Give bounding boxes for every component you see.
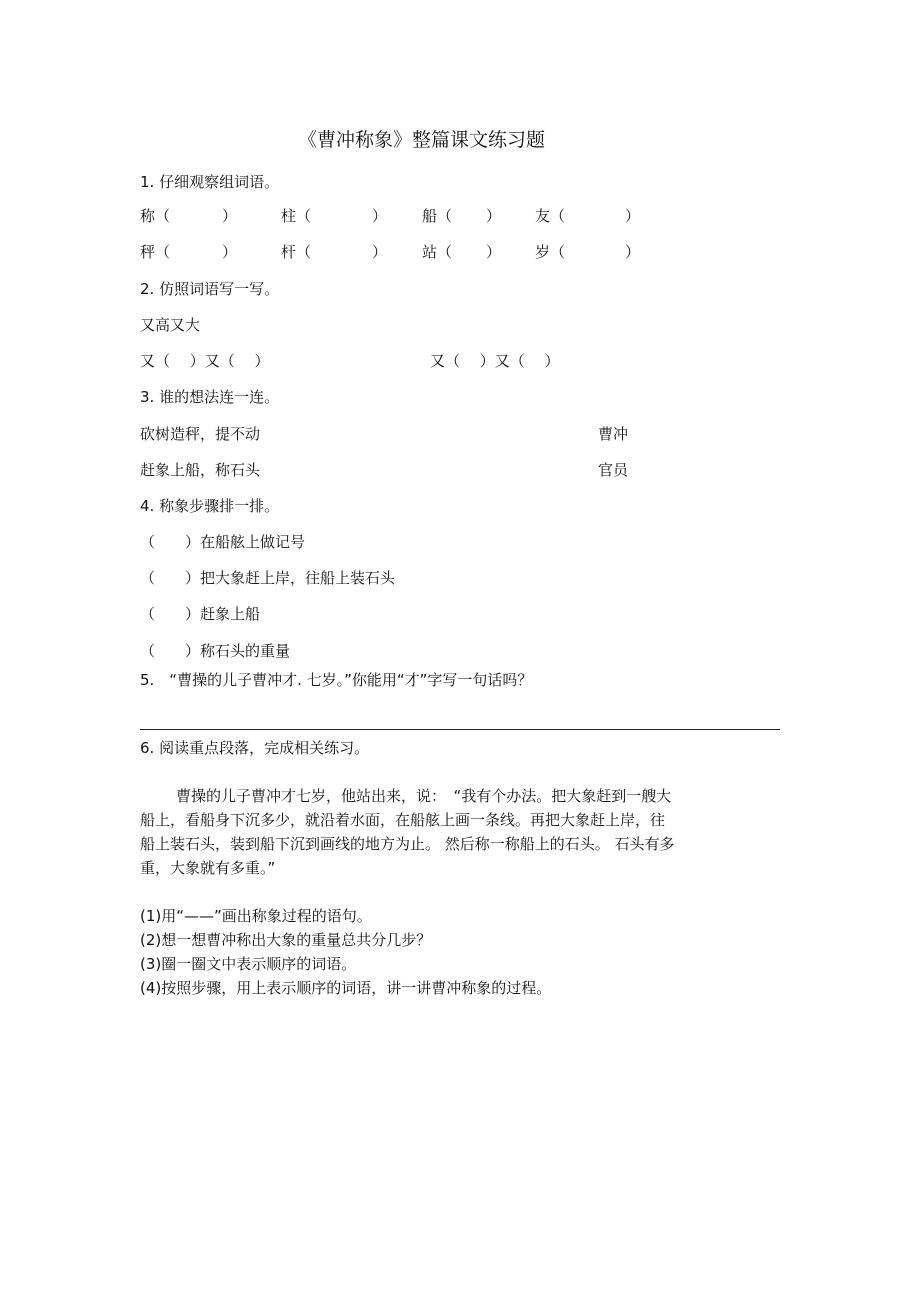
word-cheng-close: ） (222, 207, 238, 225)
word-sui-close: ） (625, 243, 641, 261)
word-gan-close: ） (372, 243, 388, 261)
question-3-label: 3. 谁的想法连一连。 (140, 388, 280, 406)
word-zhu-open: 柱（ (281, 207, 312, 225)
word-sui-open: 岁（ (535, 243, 566, 261)
question-1-label: 1. 仔细观察组词语。 (140, 173, 280, 191)
match-left-1: 砍树造秤，提不动 (140, 425, 261, 443)
passage-line: 曹操的儿子曹冲才七岁，他站出来，说： “我有个办法。把大象赶到一艘大 (176, 787, 672, 805)
question-2-label: 2. 仿照词语写一写。 (140, 280, 280, 298)
step-item: （ ）称石头的重量 (140, 642, 291, 660)
step-item: （ ）在船舷上做记号 (140, 533, 306, 551)
word-cheng2-open: 秤（ (140, 243, 171, 261)
phrase-blank-a: 又（ ）又（ ） (140, 352, 270, 370)
phrase-blank-b: 又（ ）又（ ） (430, 352, 560, 370)
word-chuan-close: ） (486, 207, 502, 225)
sub-question: (3)圈一圈文中表示顺序的词语。 (140, 955, 357, 973)
passage-line: 船上装石头，装到船下沉到画线的地方为止。 然后称一称船上的石头。 石头有多 (140, 835, 675, 853)
word-zhu-close: ） (372, 207, 388, 225)
question-4-label: 4. 称象步骤排一排。 (140, 497, 280, 515)
passage-line: 船上，看船身下沉多少，就沿着水面，在船舷上画一条线。再把大象赶上岸，往 (140, 811, 666, 829)
sub-question: (2)想一想曹冲称出大象的重量总共分几步？ (140, 931, 432, 949)
word-zhan-open: 站（ (422, 243, 453, 261)
word-zhan-close: ） (486, 243, 502, 261)
page-title: 《曹冲称象》整篇课文练习题 (298, 129, 546, 151)
step-item: （ ）赶象上船 (140, 605, 261, 623)
question-5-label: 5. “曹操的儿子曹冲才. 七岁。”你能用“才”字写一句话吗？ (140, 671, 533, 689)
word-cheng2-close: ） (222, 243, 238, 261)
question-6-label: 6. 阅读重点段落，完成相关练习。 (140, 739, 370, 757)
match-right-1: 曹冲 (598, 425, 629, 443)
word-chuan-open: 船（ (422, 207, 453, 225)
example-phrase: 又高又大 (140, 316, 201, 334)
match-left-2: 赶象上船，称石头 (140, 461, 261, 479)
match-right-2: 官员 (598, 461, 629, 479)
passage-line: 重，大象就有多重。” (140, 859, 276, 877)
answer-line (140, 729, 780, 730)
word-cheng-open: 称（ (140, 207, 171, 225)
word-gan-open: 杆（ (281, 243, 312, 261)
step-item: （ ）把大象赶上岸，往船上装石头 (140, 569, 396, 587)
sub-question: (1)用“——”画出称象过程的语句。 (140, 907, 372, 925)
word-you-close: ） (625, 207, 641, 225)
sub-question: (4)按照步骤，用上表示顺序的词语，讲一讲曹冲称象的过程。 (140, 979, 552, 997)
word-you-open: 友（ (535, 207, 566, 225)
